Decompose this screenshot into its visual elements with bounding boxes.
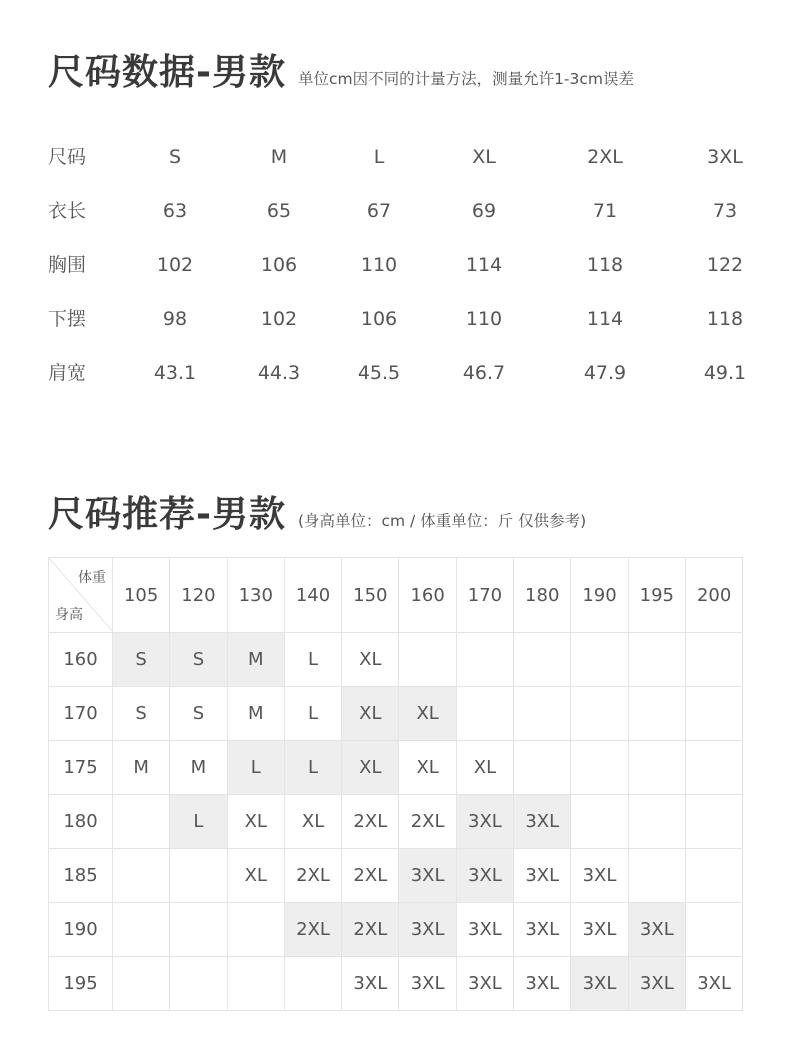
size-recommend-title: 尺码推荐-男款 [48, 494, 286, 535]
weight-header-cell: 105 [113, 558, 170, 633]
weight-axis-label: 体重 [78, 570, 106, 586]
table-row [49, 795, 743, 849]
size-value-cell: 71 [592, 200, 618, 222]
weight-header-cell: 120 [170, 558, 227, 633]
size-recommend-cell [685, 903, 742, 957]
size-recommend-cell [514, 687, 571, 741]
size-recommend-cell [685, 795, 742, 849]
size-recommend-cell: 2XL [342, 903, 399, 957]
size-recommend-cell: S [113, 687, 170, 741]
size-data-title: 尺码数据-男款 [48, 52, 286, 93]
size-recommend-cell: 3XL [514, 849, 571, 903]
weight-header-cell: 190 [571, 558, 628, 633]
size-recommend-cell: 3XL [456, 903, 513, 957]
size-recommend-cell: 3XL [342, 957, 399, 1011]
size-row [0, 292, 790, 346]
size-recommend-cell [113, 903, 170, 957]
size-recommend-cell [685, 633, 742, 687]
size-recommend-cell [628, 849, 685, 903]
size-recommend-cell: 3XL [399, 903, 456, 957]
size-recommend-title-block [48, 486, 586, 537]
size-value-cell: 110 [465, 308, 503, 330]
size-recommend-cell: L [284, 633, 341, 687]
size-value-cell: 3XL [707, 146, 743, 168]
size-recommend-cell: S [113, 633, 170, 687]
size-recommend-cell: 3XL [456, 795, 513, 849]
size-value-cell: 73 [712, 200, 738, 222]
height-header-cell: 170 [49, 687, 113, 741]
size-recommend-cell [399, 633, 456, 687]
height-header-cell: 160 [49, 633, 113, 687]
height-header-cell: 195 [49, 957, 113, 1011]
size-value-cell: 67 [366, 200, 392, 222]
size-recommend-cell [113, 849, 170, 903]
size-value-cell: 114 [465, 254, 503, 276]
size-value-cell: 47.9 [583, 362, 627, 384]
size-row-label: 下摆 [48, 308, 87, 330]
size-data-table [0, 130, 790, 400]
table-corner-header [49, 558, 113, 633]
size-value-cell: M [270, 146, 288, 168]
size-recommend-cell: XL [456, 741, 513, 795]
size-recommend-cell [170, 849, 227, 903]
size-recommend-cell: L [284, 687, 341, 741]
size-value-cell: 118 [586, 254, 624, 276]
height-axis-label: 身高 [55, 607, 83, 623]
size-recommend-cell: S [170, 687, 227, 741]
size-recommend-cell [227, 903, 284, 957]
height-header-cell: 175 [49, 741, 113, 795]
size-recommend-cell: M [113, 741, 170, 795]
weight-header-cell: 170 [456, 558, 513, 633]
size-recommend-cell: XL [227, 849, 284, 903]
size-value-cell: 2XL [587, 146, 623, 168]
size-recommend-cell [514, 633, 571, 687]
size-recommend-cell: 3XL [628, 903, 685, 957]
size-value-cell: L [373, 146, 385, 168]
size-recommend-cell: 3XL [514, 903, 571, 957]
size-value-cell: 49.1 [703, 362, 747, 384]
size-recommend-cell: XL [342, 687, 399, 741]
table-row [49, 741, 743, 795]
size-recommend-cell: XL [399, 687, 456, 741]
size-value-cell: 44.3 [257, 362, 301, 384]
size-recommend-cell [685, 687, 742, 741]
size-recommend-cell [514, 741, 571, 795]
size-row-label: 肩宽 [48, 362, 87, 384]
size-value-cell: XL [472, 146, 496, 168]
size-value-cell: 45.5 [357, 362, 401, 384]
size-recommend-cell [571, 741, 628, 795]
size-recommend-cell [113, 795, 170, 849]
weight-header-cell: 140 [284, 558, 341, 633]
size-recommend-cell [628, 633, 685, 687]
size-recommend-cell [685, 741, 742, 795]
size-recommend-cell [113, 957, 170, 1011]
size-value-cell: S [168, 146, 182, 168]
height-header-cell: 180 [49, 795, 113, 849]
table-row [49, 849, 743, 903]
size-recommend-cell: 2XL [399, 795, 456, 849]
size-recommend-cell: 3XL [514, 795, 571, 849]
size-data-title-block [48, 44, 634, 95]
size-recommend-cell: L [170, 795, 227, 849]
size-recommend-cell: 3XL [571, 957, 628, 1011]
size-recommend-cell: M [227, 633, 284, 687]
size-recommend-cell [628, 795, 685, 849]
size-recommend-cell: 3XL [685, 957, 742, 1011]
weight-header-cell: 195 [628, 558, 685, 633]
height-header-cell: 185 [49, 849, 113, 903]
size-recommend-cell: M [170, 741, 227, 795]
size-recommend-cell: 2XL [342, 849, 399, 903]
size-recommend-cell [170, 903, 227, 957]
size-recommend-cell [685, 849, 742, 903]
size-recommend-cell: XL [399, 741, 456, 795]
size-recommend-cell: XL [342, 741, 399, 795]
size-recommend-cell: 3XL [399, 849, 456, 903]
size-value-cell: 122 [706, 254, 744, 276]
size-row [0, 346, 790, 400]
size-recommend-cell: L [227, 741, 284, 795]
size-value-cell: 102 [156, 254, 194, 276]
size-value-cell: 106 [260, 254, 298, 276]
size-recommend-cell: S [170, 633, 227, 687]
weight-header-cell: 160 [399, 558, 456, 633]
size-recommend-cell: 3XL [456, 957, 513, 1011]
size-recommend-cell: 2XL [284, 849, 341, 903]
size-recommend-cell [571, 633, 628, 687]
size-value-cell: 102 [260, 308, 298, 330]
size-recommend-cell: 3XL [514, 957, 571, 1011]
size-value-cell: 46.7 [462, 362, 506, 384]
size-value-cell: 106 [360, 308, 398, 330]
size-value-cell: 43.1 [153, 362, 197, 384]
size-recommend-cell: M [227, 687, 284, 741]
size-recommend-cell [571, 795, 628, 849]
size-recommend-cell: XL [284, 795, 341, 849]
size-recommend-cell [571, 687, 628, 741]
size-recommend-table [48, 557, 743, 1011]
table-row [49, 957, 743, 1011]
size-value-cell: 63 [162, 200, 188, 222]
size-recommend-cell: XL [227, 795, 284, 849]
size-row [0, 130, 790, 184]
size-recommend-note: (身高单位：cm / 体重单位：斤 仅供参考) [297, 512, 587, 530]
size-recommend-cell: 3XL [571, 903, 628, 957]
size-value-cell: 65 [266, 200, 292, 222]
size-row-label: 衣长 [48, 200, 87, 222]
size-value-cell: 98 [162, 308, 188, 330]
size-recommend-cell: 3XL [456, 849, 513, 903]
size-recommend-cell: 2XL [342, 795, 399, 849]
table-row [49, 687, 743, 741]
size-recommend-cell: L [284, 741, 341, 795]
weight-header-cell: 150 [342, 558, 399, 633]
table-row [49, 633, 743, 687]
size-value-cell: 118 [706, 308, 744, 330]
size-value-cell: 110 [360, 254, 398, 276]
height-header-cell: 190 [49, 903, 113, 957]
weight-header-cell: 180 [514, 558, 571, 633]
size-value-cell: 69 [471, 200, 497, 222]
size-recommend-cell: 2XL [284, 903, 341, 957]
size-recommend-cell: 3XL [571, 849, 628, 903]
size-recommend-cell: 3XL [399, 957, 456, 1011]
weight-header-cell: 200 [685, 558, 742, 633]
weight-header-cell: 130 [227, 558, 284, 633]
size-recommend-cell [227, 957, 284, 1011]
size-recommend-cell [170, 957, 227, 1011]
size-row-label: 胸围 [48, 254, 87, 276]
size-recommend-cell: XL [342, 633, 399, 687]
size-recommend-cell [628, 741, 685, 795]
size-recommend-cell [456, 687, 513, 741]
size-row-label: 尺码 [48, 146, 87, 168]
size-row [0, 184, 790, 238]
size-data-note: 单位cm因不同的计量方法，测量允许1-3cm误差 [297, 70, 635, 88]
size-value-cell: 114 [586, 308, 624, 330]
size-recommend-cell [628, 687, 685, 741]
size-recommend-cell [456, 633, 513, 687]
size-recommend-cell [284, 957, 341, 1011]
table-row [49, 903, 743, 957]
size-row [0, 238, 790, 292]
size-recommend-cell: 3XL [628, 957, 685, 1011]
